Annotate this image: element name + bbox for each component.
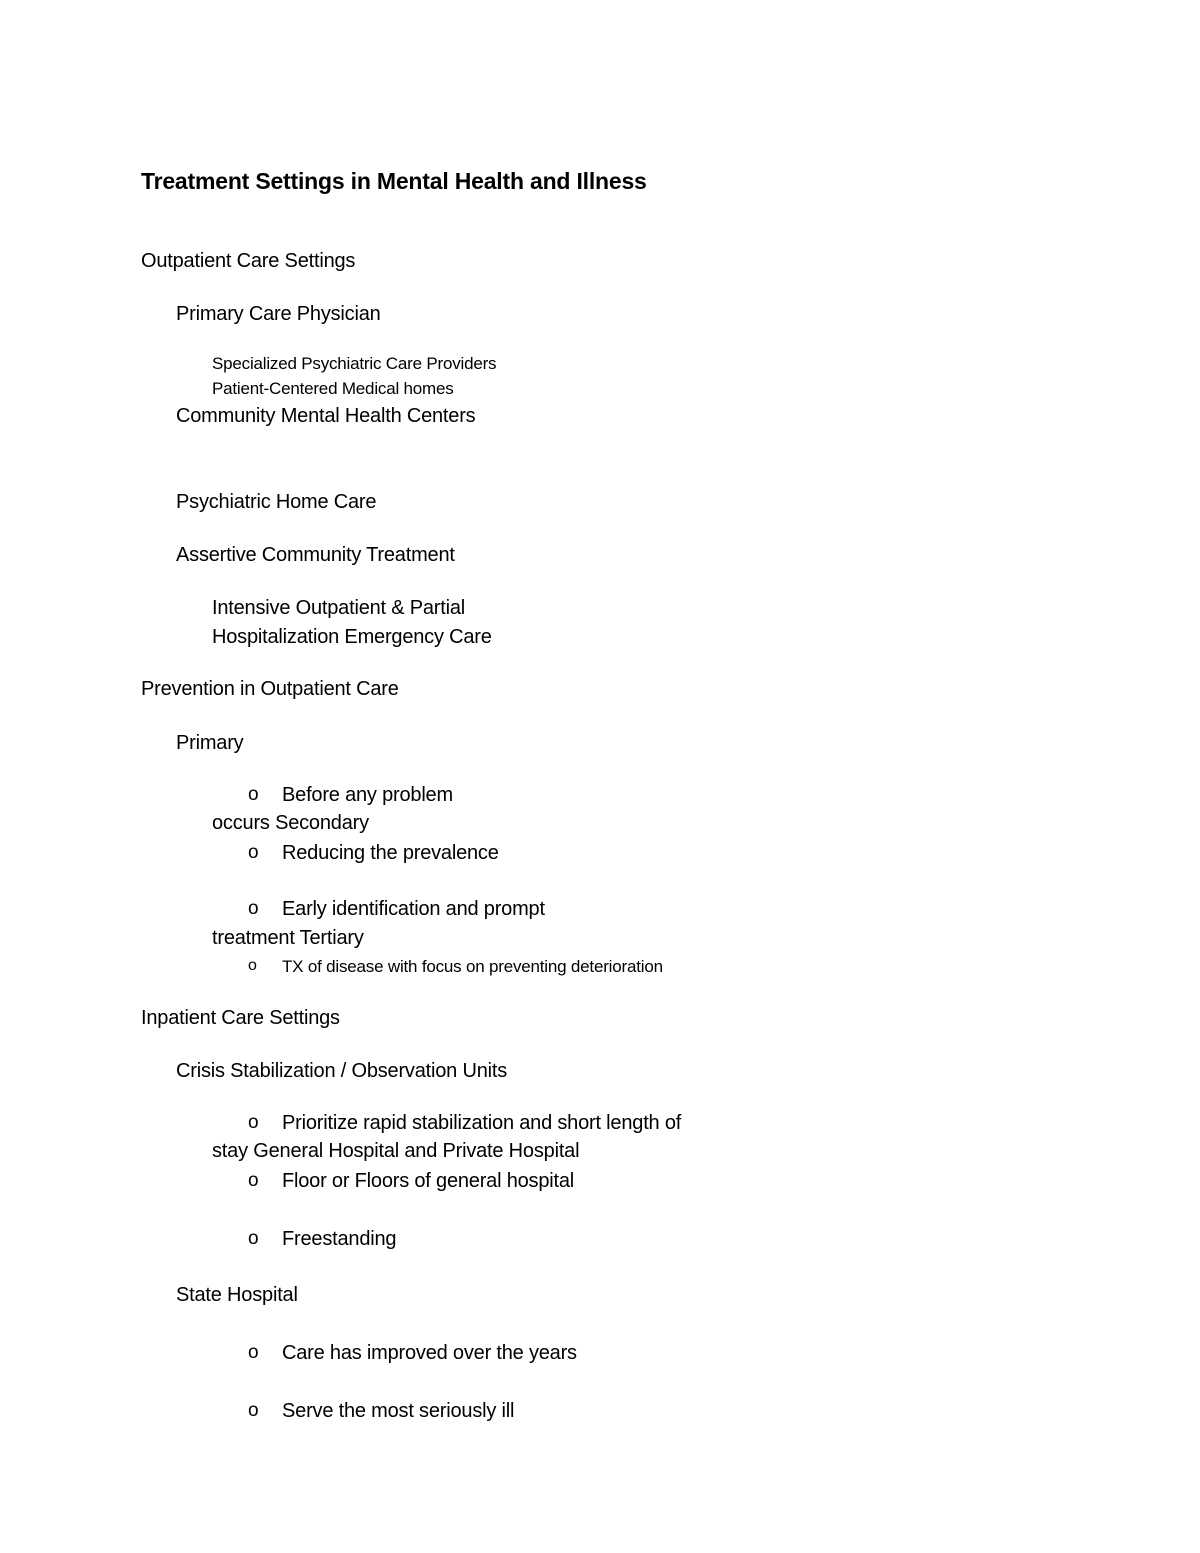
bullet-marker: o (248, 1112, 259, 1133)
bullet-marker: o (248, 784, 259, 805)
bullet-serve: Serve the most seriously ill (282, 1400, 515, 1422)
bullet-marker: o (248, 1400, 259, 1421)
document-title: Treatment Settings in Mental Health and Illness (141, 168, 647, 194)
bullet-marker: o (248, 1342, 259, 1363)
bullet-marker: o (248, 842, 259, 863)
bullet-marker: o (248, 898, 259, 919)
bullet-marker: o (248, 957, 257, 974)
intensive-line-1: Intensive Outpatient & Partial (212, 597, 466, 619)
specialized-providers: Specialized Psychiatric Care Providers (212, 354, 497, 373)
inpatient-heading: Inpatient Care Settings (141, 1007, 340, 1029)
bullet-before-problem: Before any problem (282, 784, 453, 806)
intensive-line-2: Hospitalization Emergency Care (212, 626, 492, 648)
bullet-prioritize: Prioritize rapid stabilization and short length of (282, 1112, 682, 1134)
assertive-treatment: Assertive Community Treatment (176, 544, 455, 566)
outpatient-heading: Outpatient Care Settings (141, 250, 356, 272)
prevention-primary: Primary (176, 732, 244, 754)
occurs-secondary: occurs Secondary (212, 812, 369, 834)
crisis-units: Crisis Stabilization / Observation Units (176, 1060, 508, 1082)
bullet-care-improved: Care has improved over the years (282, 1342, 577, 1364)
primary-care-physician: Primary Care Physician (176, 303, 381, 325)
state-hospital: State Hospital (176, 1284, 298, 1306)
bullet-floor: Floor or Floors of general hospital (282, 1170, 575, 1192)
bullet-early: Early identification and prompt (282, 898, 545, 920)
bullet-freestanding: Freestanding (282, 1228, 397, 1250)
bullet-marker: o (248, 1228, 259, 1249)
treatment-tertiary: treatment Tertiary (212, 927, 364, 949)
bullet-marker: o (248, 1170, 259, 1191)
home-care: Psychiatric Home Care (176, 491, 377, 513)
community-centers: Community Mental Health Centers (176, 405, 476, 427)
prevention-heading: Prevention in Outpatient Care (141, 678, 399, 700)
medical-homes: Patient-Centered Medical homes (212, 379, 454, 398)
bullet-reducing: Reducing the prevalence (282, 842, 499, 864)
bullet-tx: TX of disease with focus on preventing deterioration (282, 957, 663, 976)
stay-general-hospital: stay General Hospital and Private Hospital (212, 1140, 580, 1162)
